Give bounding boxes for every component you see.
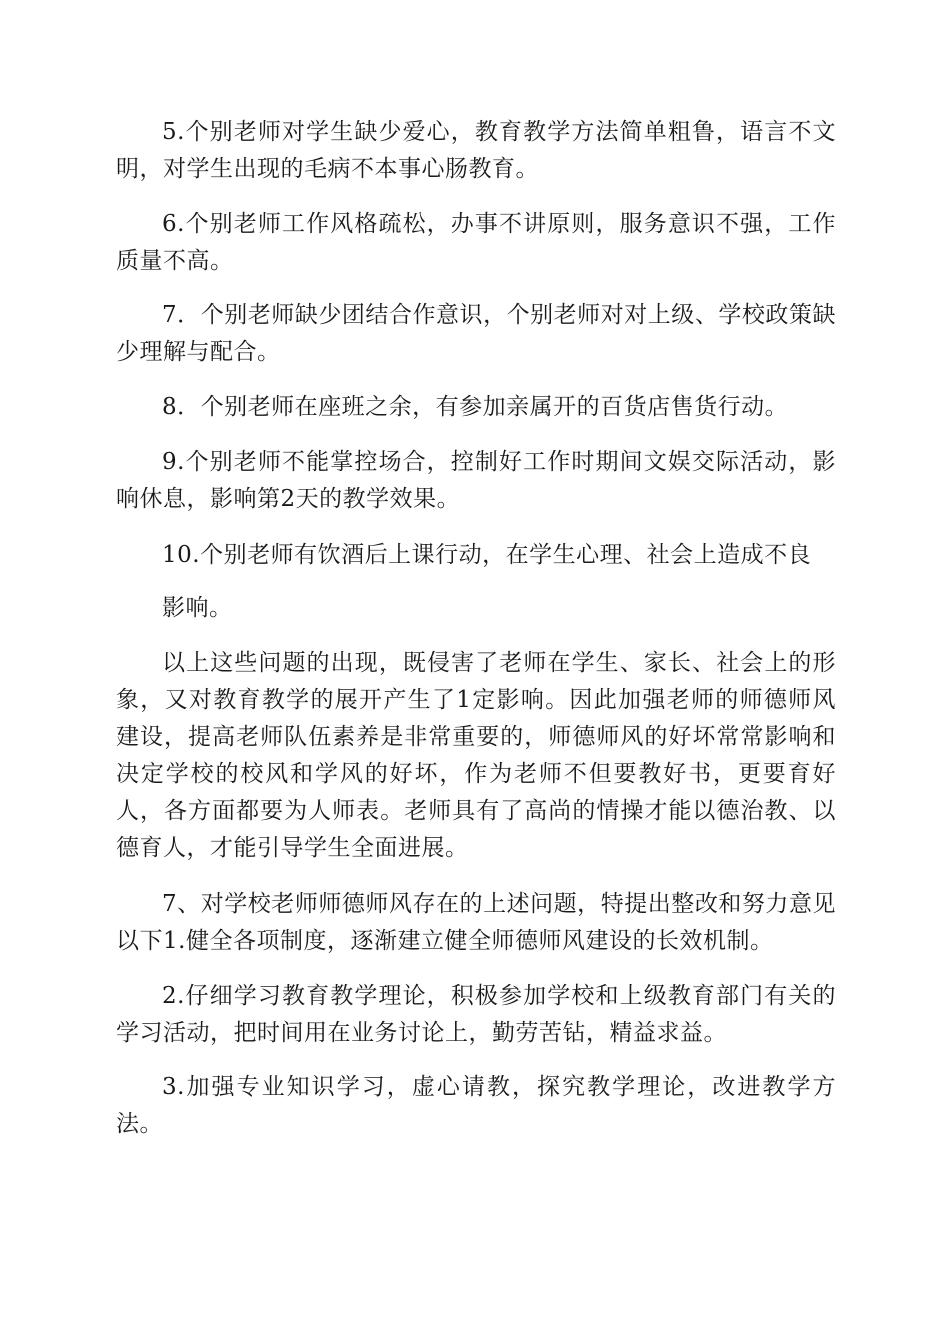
paragraph-item-6: 6.个别老师工作风格疏松，办事不讲原则，服务意识不强，工作质量不高。 [116,211,836,274]
paragraph-item-10: 10.个别老师有饮酒后上课行动，在学生心理、社会上造成不良 [162,542,812,568]
paragraph-item-8: 8．个别老师在座班之余，有参加亲属开的百货店售货行动。 [162,394,789,420]
paragraph-item-10-continued: 影响。 [162,595,233,621]
paragraph-rectification: 7、对学校老师师德师风存在的上述问题，特提出整改和努力意见以下1.健全各项制度，逐渐建立健全师德师风建设的长效机制。 [116,891,836,954]
paragraph-item-9: 9.个别老师不能掌控场合，控制好工作时期间文娱交际活动，影响休息，影响第2天的教学效果。 [116,449,836,512]
paragraph-measure-3: 3.加强专业知识学习，虚心请教，探究教学理论，改进教学方法。 [116,1074,836,1137]
paragraph-measure-2: 2.仔细学习教育教学理论，积极参加学校和上级教育部门有关的学习活动，把时间用在业务讨论上，勤劳苦钻，精益求益。 [116,983,836,1046]
paragraph-summary: 以上这些问题的出现，既侵害了老师在学生、家长、社会上的形象，又对教育教学的展开产生了1定影响。因此加强老师的师德师风建设，提高老师队伍素养是非常重要的，师德师风的好坏常常影响和决定学校的校风和学风的好坏，作为老师不但要教好书，更要育好人，各方面都要为人师表。老师具有了高尚的情操才能以德治教、以德育人，才能引导学生全面进展。 [116,650,836,861]
paragraph-item-5: 5.个别老师对学生缺少爱心，教育教学方法简单粗鲁，语言不文明，对学生出现的毛病不本事心肠教育。 [116,119,836,182]
paragraph-item-7: 7．个别老师缺少团结合作意识，个别老师对对上级、学校政策缺少理解与配合。 [116,302,836,365]
